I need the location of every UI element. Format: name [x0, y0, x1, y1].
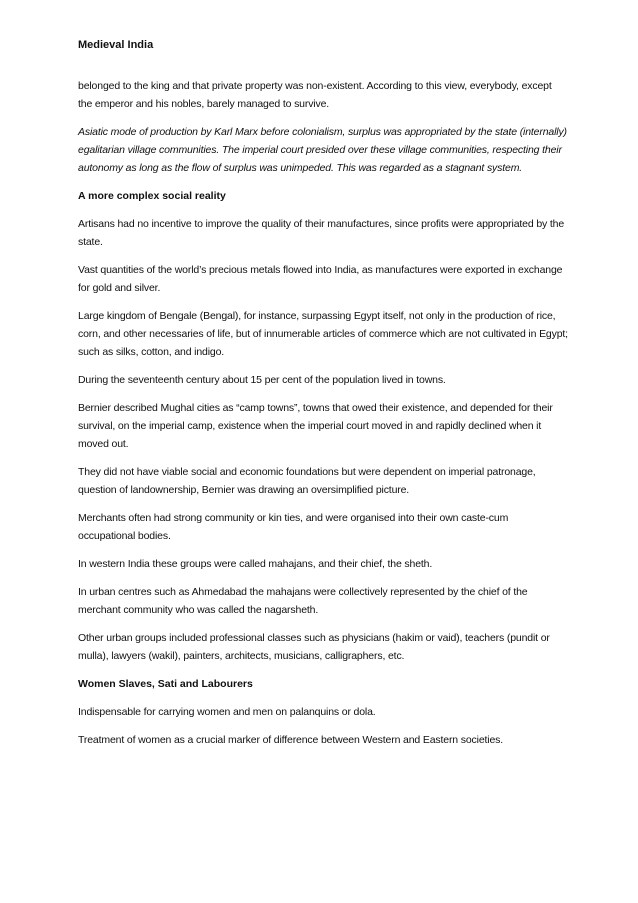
paragraph-towns-population: During the seventeenth century about 15 per cent of the population lived in towns.: [78, 374, 446, 386]
paragraph-urban-groups: Other urban groups included professional classes such as physicians (hakim or vaid), teachers (pundit or mulla), lawyers (wakil), painters, architects, musicians, calligraphers, etc.: [78, 632, 550, 662]
paragraph-nagarsheth: In urban centres such as Ahmedabad the mahajans were collectively represented by the chief of the merchant community who was called the nagarsheth.: [78, 586, 528, 616]
document-body: [78, 36, 568, 749]
section-heading-women-slaves: Women Slaves, Sati and Labourers: [78, 678, 253, 690]
paragraph-imperial-patronage: They did not have viable social and economic foundations but were dependent on imperial patronage, question of landownership, Bernier was drawing an oversimplified picture.: [78, 466, 536, 496]
page-header: Medieval India: [78, 39, 154, 51]
paragraph-artisans: Artisans had no incentive to improve the quality of their manufactures, since profits were appropriated by the state.: [78, 218, 565, 248]
paragraph-bengal: Large kingdom of Bengale (Bengal), for instance, surpassing Egypt itself, not only in the production of rice, corn, and other necessaries of life, but of innumerable articles of commerce which are not cultivated in Egypt; such as silks, cotton, and indigo.: [78, 310, 568, 358]
paragraph-treatment-of-women: Treatment of women as a crucial marker of difference between Western and Eastern societies.: [78, 734, 504, 746]
paragraph-mahajans: In western India these groups were called mahajans, and their chief, the sheth.: [78, 558, 433, 570]
paragraph-merchants: Merchants often had strong community or kin ties, and were organised into their own caste-cum occupational bodies.: [78, 512, 509, 542]
paragraph-asiatic-mode: Asiatic mode of production by Karl Marx before colonialism, surplus was appropriated by the state (internally) egalitarian village communities. The imperial court presided over these village communities, respecting their autonomy as long as the flow of surplus was unimpeded. This was regarded as a stagnant system.: [78, 126, 567, 174]
paragraph-precious-metals: Vast quantities of the world’s precious metals flowed into India, as manufactures were exported in exchange for gold and silver.: [78, 264, 563, 294]
paragraph-palanquins: Indispensable for carrying women and men on palanquins or dola.: [78, 706, 376, 718]
paragraph-camp-towns: Bernier described Mughal cities as “camp towns”, towns that owed their existence, and depended for their survival, on the imperial camp, existence when the imperial court moved in and rapidly declined when it moved out.: [78, 402, 553, 450]
paragraph-surplus-king: belonged to the king and that private property was non-existent. According to this view, everybody, except the emperor and his nobles, barely managed to survive.: [78, 80, 552, 110]
section-heading-complex-reality: A more complex social reality: [78, 190, 226, 202]
